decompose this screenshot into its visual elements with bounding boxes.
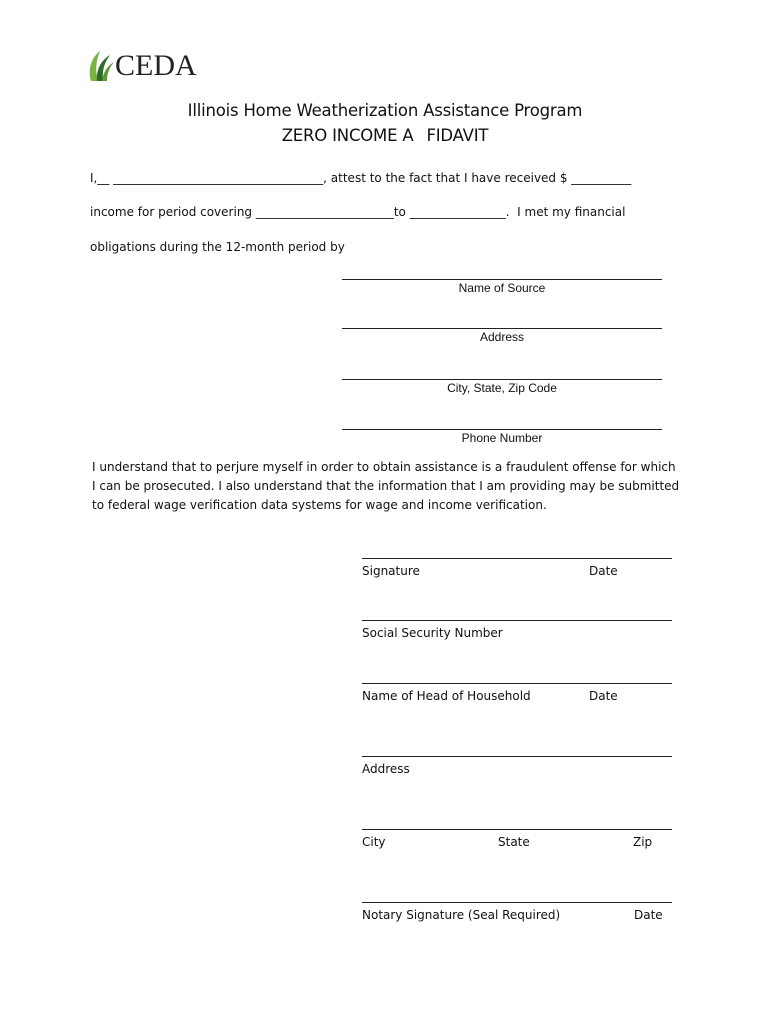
logo-text: CEDA: [115, 49, 197, 82]
ssn-label: Social Security Number: [362, 626, 503, 640]
source-phone-field[interactable]: [342, 429, 662, 430]
city-label: City: [362, 835, 386, 849]
name-of-source-field[interactable]: [342, 279, 662, 280]
notary-signature-field[interactable]: [362, 902, 672, 903]
source-phone-label: Phone Number: [461, 431, 543, 445]
head-of-household-date-label: Date: [589, 689, 618, 703]
zip-label: Zip: [633, 835, 653, 849]
name-of-source-label: Name of Source: [458, 281, 546, 295]
perjury-statement: I understand that to perjure myself in order to obtain assistance is a fraudulent offense for which I can be prosecuted. I also understand that the information that I am providing may be submitted to federal wage verification data systems for wage and income verification.: [92, 460, 680, 512]
source-address-label: Address: [479, 330, 525, 344]
city-state-zip-field[interactable]: [362, 829, 672, 830]
household-address-label: Address: [362, 762, 410, 776]
form-subtitle: ZERO INCOME AFIDAVIT: [281, 126, 489, 145]
head-of-household-field[interactable]: [362, 683, 672, 684]
head-of-household-label: Name of Head of Household: [362, 689, 531, 703]
statement-line-2: income for period covering _______________________to ________________. I met my financial: [90, 205, 626, 219]
notary-date-label: Date: [634, 908, 663, 922]
statement-line-3: obligations during the 12-month period by: [90, 240, 345, 254]
leaf-logo-icon: [88, 49, 114, 83]
state-label: State: [498, 835, 530, 849]
signature-field[interactable]: [362, 558, 672, 559]
source-address-field[interactable]: [342, 328, 662, 329]
source-city-state-zip-field[interactable]: [342, 379, 662, 380]
ssn-field[interactable]: [362, 620, 672, 621]
source-city-state-zip-label: City, State, Zip Code: [447, 381, 557, 395]
ceda-logo: [88, 48, 197, 84]
household-address-field[interactable]: [362, 756, 672, 757]
notary-signature-label: Notary Signature (Seal Required): [362, 908, 561, 922]
statement-line-1: I,__ ___________________________________, attest to the fact that I have received $ __________: [90, 171, 632, 185]
signature-date-label: Date: [589, 564, 618, 578]
signature-label: Signature: [362, 564, 420, 578]
form-title: Illinois Home Weatherization Assistance Program: [187, 101, 583, 120]
